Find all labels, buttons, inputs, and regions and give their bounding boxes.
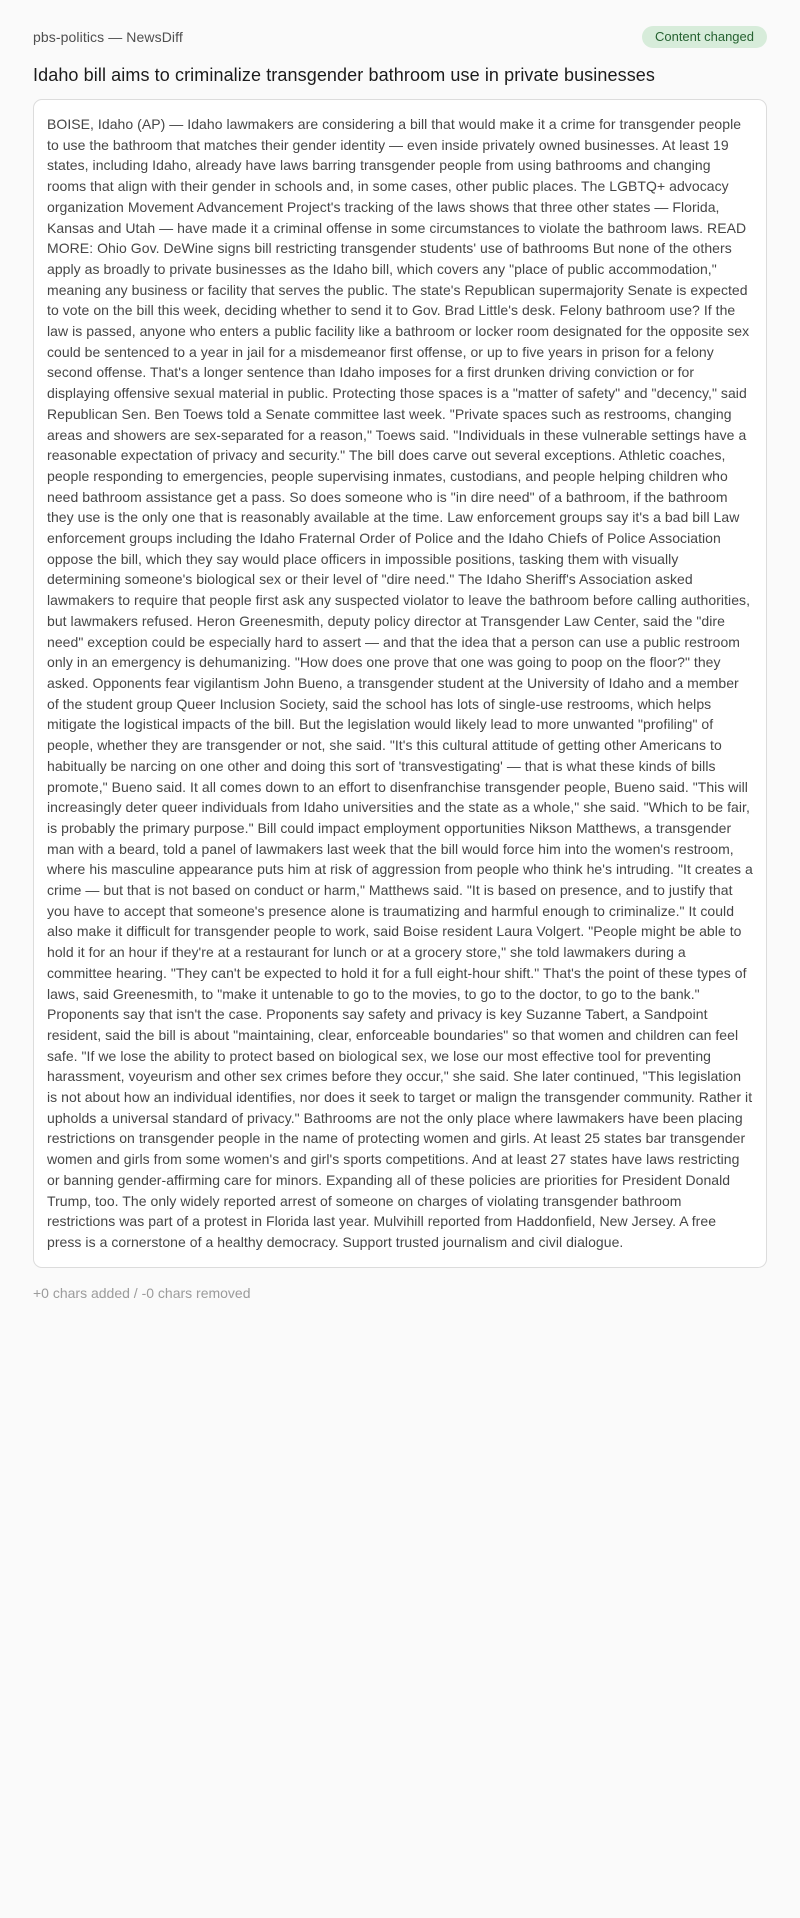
site-label: pbs-politics — NewsDiff bbox=[33, 29, 183, 45]
page-title: Idaho bill aims to criminalize transgender bathroom use in private businesses bbox=[33, 65, 656, 85]
page-header bbox=[33, 26, 767, 48]
article-body: BOISE, Idaho (AP) — Idaho lawmakers are considering a bill that would make it a crime for transgender people to use the bathroom that matches their gender identity — even inside privately owned businesses. At least 19 states, including Idaho, already have laws barring transgender people from using bathrooms and changing rooms that align with their gender in schools and, in some cases, other public places. The LGBTQ+ advocacy organization Movement Advancement Project's tracking of the laws shows that three other states — Florida, Kansas and Utah — have made it a criminal offense in some circumstances to violate the bathroom laws. READ MORE: Ohio Gov. DeWine signs bill restricting transgender students' use of bathrooms But none of the others apply as broadly to private businesses as the Idaho bill, which covers any "place of public accommodation," meaning any business or facility that serves the public. The state's Republican supermajority Senate is expected to vote on the bill this week, deciding whether to send it to Gov. Brad Little's desk. Felony bathroom use? If the law is passed, anyone who enters a public facility like a bathroom or locker room designated for the opposite sex could be sentenced to a year in jail for a misdemeanor first offense, or up to five years in prison for a felony second offense. That's a longer sentence than Idaho imposes for a first drunken driving conviction or for displaying offensive sexual material in public. Protecting those spaces is a "matter of safety" and "decency," said Republican Sen. Ben Toews told a Senate committee last week. "Private spaces such as restrooms, changing areas and showers are sex-separated for a reason," Toews said. "Individuals in these vulnerable settings have a reasonable expectation of privacy and security." The bill does carve out several exceptions. Athletic coaches, people responding to emergencies, people supervising inmates, custodians, and people helping children who need bathroom assistance get a pass. So does someone who is "in dire need" of a bathroom, if the bathroom they use is the only one that is reasonably available at the time. Law enforcement groups say it's a bad bill Law enforcement groups including the Idaho Fraternal Order of Police and the Idaho Chiefs of Police Association oppose the bill, which they say would place officers in impossible positions, tasking them with visually determining someone's biological sex or their level of "dire need." The Idaho Sheriff's Association asked lawmakers to require that people first ask any suspected violator to leave the bathroom before calling authorities, but lawmakers refused. Heron Greenesmith, deputy policy director at Transgender Law Center, said the "dire need" exception could be especially hard to assert — and that the idea that a person can use a public restroom only in an emergency is dehumanizing. "How does one prove that one was going to poop on the floor?" they asked. Opponents fear vigilantism John Bueno, a transgender student at the University of Idaho and a member of the student group Queer Inclusion Society, said the school has lots of single-use restrooms, which helps mitigate the logistical impacts of the bill. But the legislation would likely lead to more unwanted "profiling" of people, whether they are transgender or not, she said. "It's this cultural attitude of getting other Americans to habitually be narcing on one other and doing this sort of 'transvestigating' — that is what these kinds of bills promote," Bueno said. It all comes down to an effort to disenfranchise transgender people, Bueno said. "This will increasingly deter queer individuals from Idaho universities and the state as a whole," she said. "Which to be fair, is probably the primary purpose." Bill could impact employment opportunities Nikson Matthews, a transgender man with a beard, told a panel of lawmakers last week that the bill would force him into the women's restroom, where his masculine appearance puts him at risk of aggression from people who think he's intruding. "It creates a crime — but that is not based on conduct or harm," Matthews said. "It is based on presence, and to justify that you have to accept that someone's presence alone is traumatizing and harmful enough to criminalize." It could also make it difficult for transgender people to work, said Boise resident Laura Volgert. "People might be able to hold it for an hour if they're at a restaurant for lunch or at a grocery store," she told lawmakers during a committee hearing. "They can't be expected to hold it for a full eight-hour shift." That's the point of these types of laws, said Greenesmith, to "make it untenable to go to the movies, to go to the doctor, to go to the bank." Proponents say that isn't the case. Proponents say safety and privacy is key Suzanne Tabert, a Sandpoint resident, said the bill is about "maintaining, clear, enforceable boundaries" so that women and children can feel safe. "If we lose the ability to protect based on biological sex, we lose our most effective tool for preventing harassment, voyeurism and other sex crimes before they occur," she said. She later continued, "This legislation is not about how an individual identifies, nor does it seek to target or malign the transgender community. Rather it upholds a universal standard of privacy." Bathrooms are not the only place where lawmakers have been placing restrictions on transgender people in the name of protecting women and girls. At least 25 states bar transgender women and girls from some women's and girl's sports competitions. And at least 27 states have laws restricting or banning gender-affirming care for minors. Expanding all of these policies are priorities for President Donald Trump, too. The only widely reported arrest of someone on charges of violating transgender bathroom restrictions was part of a protest in Florida last year. Mulvihill reported from Haddonfield, New Jersey. A free press is a cornerstone of a healthy democracy. Support trusted journalism and civil dialogue. bbox=[47, 116, 753, 1250]
diff-summary: +0 chars added / -0 chars removed bbox=[33, 1284, 251, 1301]
article-card bbox=[33, 99, 767, 1268]
content-changed-badge: Content changed bbox=[642, 26, 767, 48]
